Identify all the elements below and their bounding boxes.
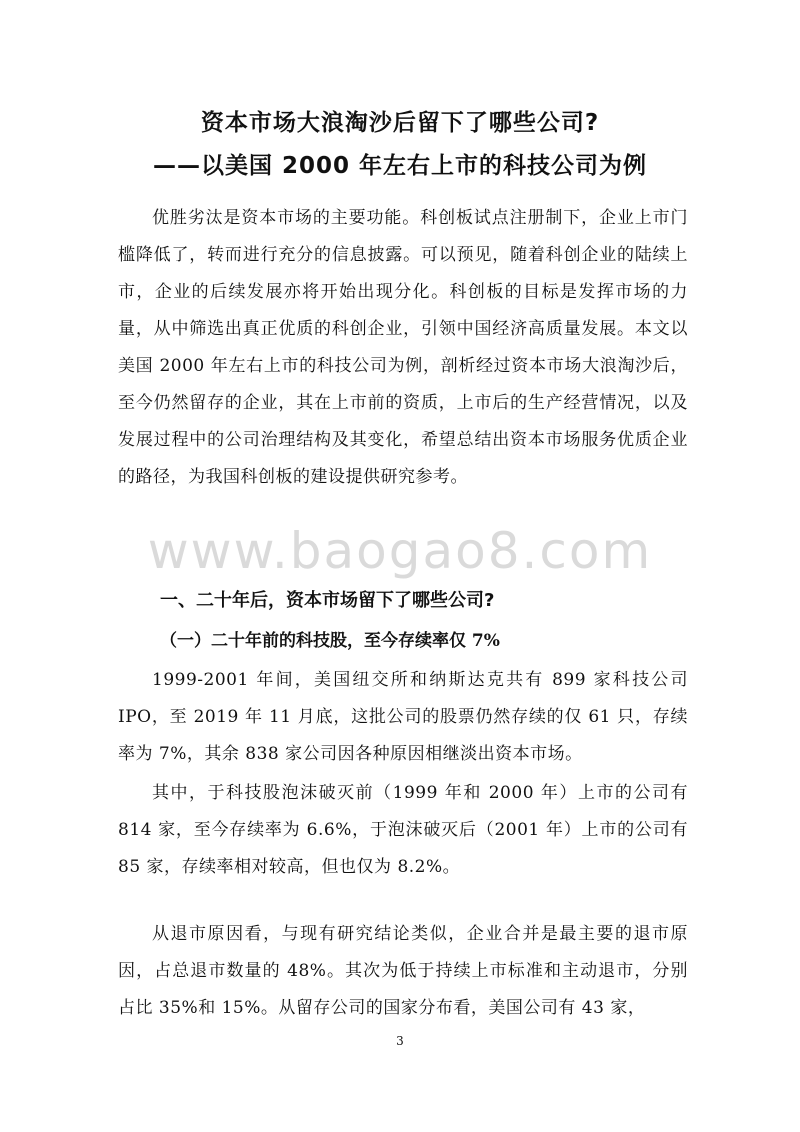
section-heading: 一、二十年后，资本市场留下了哪些公司? (160, 590, 495, 611)
intro-paragraph-block (118, 200, 688, 496)
delisting-paragraph: 从退市原因看，与现有研究结论类似，企业合并是最主要的退市原因，占总退市数量的 48%。其次为低于持续上市标准和主动退市，分别占比 35%和 15%。从留存公司的国家分布看，美国公司有 43 家， (118, 924, 688, 1018)
ipo-paragraph-block (118, 662, 688, 773)
bubble-paragraph-block (118, 775, 688, 886)
page-number: 3 (396, 1034, 404, 1048)
document-title: 资本市场大浪淘沙后留下了哪些公司? (200, 110, 600, 136)
bubble-paragraph: 其中，于科技股泡沫破灭前（1999 年和 2000 年）上市的公司有 814 家，至今存续率为 6.6%，于泡沫破灭后（2001 年）上市的公司有 85 家，存续率相对较高，但也仅为 8.2%。 (118, 783, 688, 877)
ipo-paragraph: 1999-2001 年间，美国纽交所和纳斯达克共有 899 家科技公司 IPO，至 2019 年 11 月底，这批公司的股票仍然存续的仅 61 只，存续率为 7%，其余 838 家公司因各种原因相继淡出资本市场。 (118, 670, 688, 764)
subsection-heading: （一）二十年前的科技股，至今存续率仅 7% (160, 631, 500, 651)
watermark: www.baogao8.com (147, 522, 653, 580)
delisting-paragraph-block (118, 916, 688, 1027)
document-subtitle: ——以美国 2000 年左右上市的科技公司为例 (152, 153, 648, 179)
intro-paragraph: 优胜劣汰是资本市场的主要功能。科创板试点注册制下，企业上市门槛降低了，转而进行充分的信息披露。可以预见，随着科创企业的陆续上市，企业的后续发展亦将开始出现分化。科创板的目标是发挥市场的力量，从中筛选出真正优质的科创企业，引领中国经济高质量发展。本文以美国 2000 年左右上市的科技公司为例，剖析经过资本市场大浪淘沙后，至今仍然留存的企业，其在上市前的资质，上市后的生产经营情况，以及发展过程中的公司治理结构及其变化，希望总结出资本市场服务优质企业的路径，为我国科创板的建设提供研究参考。 (118, 208, 688, 487)
